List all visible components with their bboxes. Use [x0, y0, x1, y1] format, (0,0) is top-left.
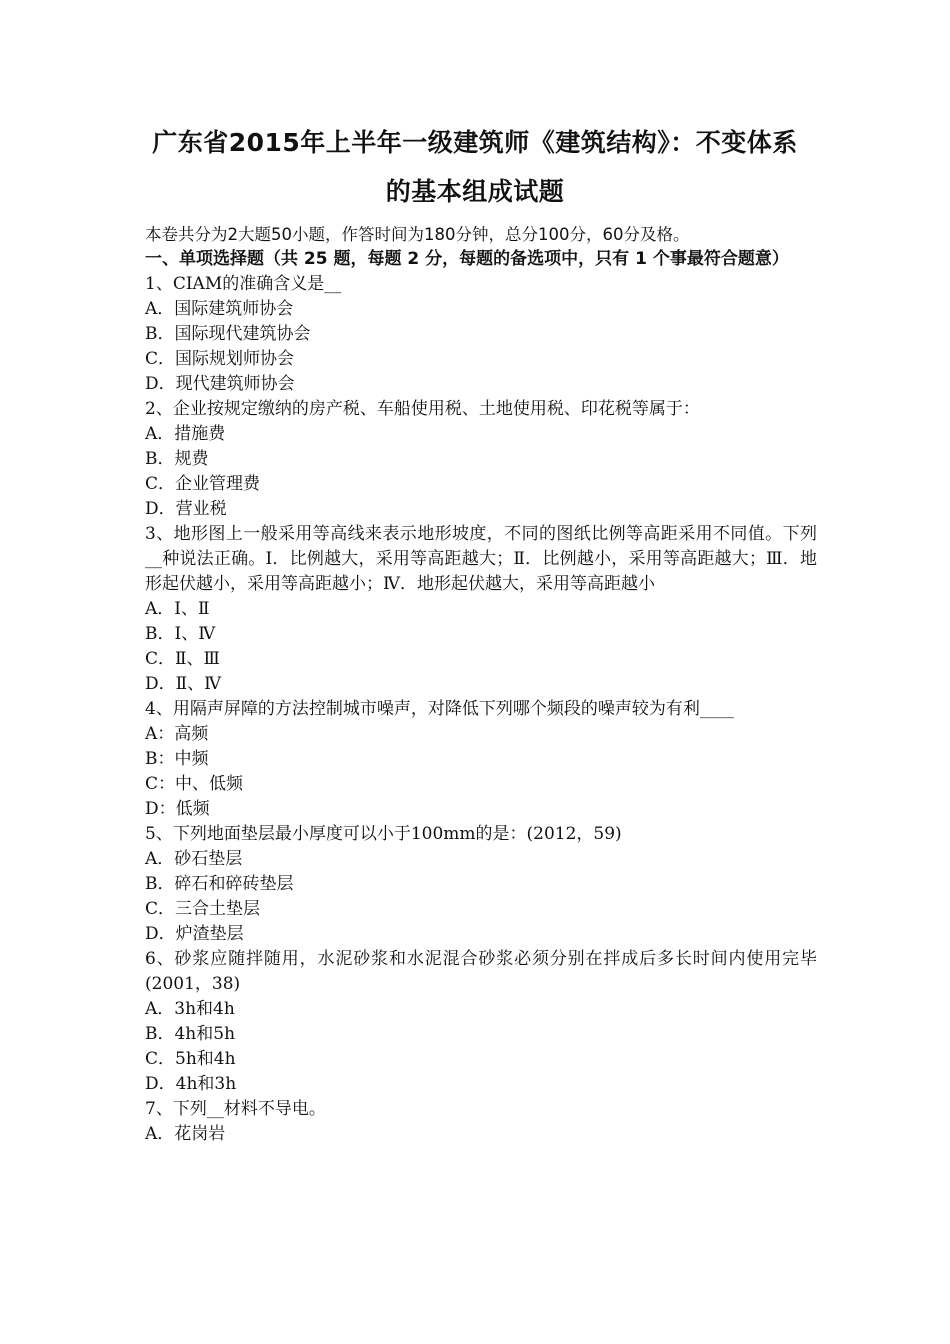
option-c: C：中、低频	[145, 774, 244, 794]
option-c: C．三合土垫层	[145, 899, 261, 919]
option-a: A．Ⅰ、Ⅱ	[145, 599, 210, 619]
title-line-2: 的基本组成试题	[385, 177, 565, 206]
question-text: 3、地形图上一般采用等高线来表示地形坡度，不同的图纸比例等高距采用不同值。下列__种说法正确。Ⅰ．比例越大，采用等高距越大；Ⅱ．比例越小，采用等高距越大；Ⅲ．地形起伏越小，采用等高距越小；Ⅳ．地形起伏越大，采用等高距越小	[145, 524, 817, 594]
document-title	[120, 118, 830, 216]
option-c: C．Ⅱ、Ⅲ	[145, 649, 220, 669]
question-7	[145, 1097, 817, 1147]
option-d: D．营业税	[145, 499, 227, 519]
option-b: B：中频	[145, 749, 209, 769]
title-line-1: 广东省2015年上半年一级建筑师《建筑结构》：不变体系	[152, 128, 798, 157]
option-c: C．5h和4h	[145, 1049, 236, 1069]
option-a: A：高频	[145, 724, 209, 744]
exam-intro: 本卷共分为2大题50小题，作答时间为180分钟，总分100分，60分及格。	[145, 225, 690, 244]
option-b: B．规费	[145, 449, 209, 469]
option-c: C．国际规划师协会	[145, 349, 295, 369]
option-a: A．砂石垫层	[145, 849, 243, 869]
document-body	[145, 222, 817, 1147]
option-a: A．国际建筑师协会	[145, 299, 294, 319]
option-b: B．国际现代建筑协会	[145, 324, 311, 344]
question-3	[145, 522, 817, 697]
question-4	[145, 697, 817, 822]
question-text: 7、下列__材料不导电。	[145, 1099, 326, 1119]
question-text: 1、CIAM的准确含义是__	[145, 274, 342, 294]
question-text: 4、用隔声屏障的方法控制城市噪声，对降低下列哪个频段的噪声较为有利____	[145, 699, 734, 719]
question-2	[145, 397, 817, 522]
option-b: B．碎石和碎砖垫层	[145, 874, 294, 894]
question-text: 6、砂浆应随拌随用，水泥砂浆和水泥混合砂浆必须分别在拌成后多长时间内使用完毕(2001，38)	[145, 949, 817, 994]
option-b: B．Ⅰ、Ⅳ	[145, 624, 216, 644]
option-d: D：低频	[145, 799, 210, 819]
option-a: A．3h和4h	[145, 999, 235, 1019]
option-d: D．4h和3h	[145, 1074, 237, 1094]
option-c: C．企业管理费	[145, 474, 261, 494]
question-1	[145, 272, 817, 397]
option-d: D．现代建筑师协会	[145, 374, 295, 394]
option-d: D．Ⅱ、Ⅳ	[145, 674, 222, 694]
section-heading: 一、单项选择题（共 25 题，每题 2 分，每题的备选项中，只有 1 个事最符合题意）	[145, 249, 789, 269]
question-6	[145, 947, 817, 1097]
option-a: A．花岗岩	[145, 1124, 226, 1144]
question-text: 5、下列地面垫层最小厚度可以小于100mm的是：(2012，59)	[145, 824, 622, 844]
option-d: D．炉渣垫层	[145, 924, 244, 944]
question-text: 2、企业按规定缴纳的房产税、车船使用税、土地使用税、印花税等属于：	[145, 399, 700, 419]
question-5	[145, 822, 817, 947]
option-b: B．4h和5h	[145, 1024, 236, 1044]
option-a: A．措施费	[145, 424, 226, 444]
